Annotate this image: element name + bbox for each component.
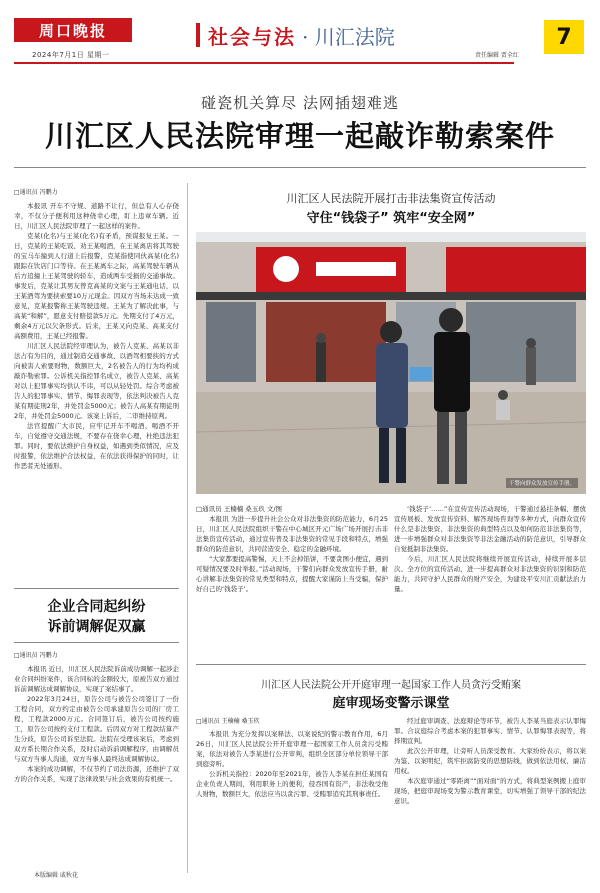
story-one-col-b [394,504,586,594]
section-heading [196,22,395,48]
lead-paragraph: 川汇区人民法院经审理认为，被告人克某、高某以非法占有为目的，通过制造交通事故、以酒驾相要挟的方式向被害人索要财物，数额巨大，2名被告人的行为均构成敲诈勒索罪。公诉机关指控罪名成立，被告人克某、高某对以上犯罪事实均供认不讳，可以从轻处罚。综合考虑被告人的犯罪事实、情节、悔罪表现等，依法判决被告人克某有期徒刑2年，并处罚金5000元；被告人高某有期徒刑2年，并处罚金5000元。该案上诉后，二审维持原判。 [14,342,179,420]
second-byline-text: □通讯员 冯鹏力 [14,652,58,659]
second-byline [14,650,179,659]
story-one-kicker: 川汇区人民法院开展打击非法集资宣传活动 [286,192,496,205]
lead-headline: 川汇区人民法院审理一起敲诈勒索案件 [44,119,555,153]
story-one-paragraph: “大家都要提高警惕，天上不会掉馅饼，不要贪图小便宜，遇到可疑情况要及时举报。”活动现场，干警们向群众发放宣传手册，耐心讲解非法集资的常见类型和特点，提醒大家谨防上当受骗，保护好自己的‘钱袋子’。 [196,555,388,593]
story-one-byline: □通讯员 王楠楠 桑玉玖 文/图 [196,505,283,513]
lead-article [14,187,179,471]
story-two-paragraph: 经过庭审调查、法庭辩论等环节，被告人李某当庭表示认罪悔罪。合议庭综合考虑本案的犯罪事实、情节、认罪悔罪表现等，将择期宣判。 [394,717,586,745]
story-one-photo [196,232,586,494]
subsection-label: · 川汇法院 [302,24,395,49]
masthead-logo: 周口晚报 [14,18,132,42]
story-two-col-a [196,716,388,799]
lead-kicker: 碰瓷机关算尽 法网插翅难逃 [201,94,399,112]
column-divider [187,183,188,873]
story-two-title: 庭审现场变警示课堂 [332,696,450,711]
second-article [14,650,179,784]
story-two-byline-text: □通讯员 王楠楠 桑玉玖 [196,718,260,725]
story-two-col-b [394,716,586,806]
lead-byline [14,187,179,196]
story-one-paragraph: 今后，川汇区人民法院将继续开展宣传活动，持续开展多层次、全方位的宣传活动，进一步提高群众对非法集资的识别和防范能力，共同守护人民群众的财产安全，为建设平安川汇贡献法治力量。 [394,555,586,593]
second-paragraph: 本报讯 近日，川汇区人民法院诉前成功调解一起涉企业合同纠纷案件，该合同标的金额较大，原被告双方通过诉前调解达成调解协议，实现了案结事了。 [14,665,179,693]
lead-paragraph: 本报讯 开车不守规、道路不让行，但总有人心存侥幸，不仅分子便利用这种侥幸心理，盯上违章车辆。近日，川汇区人民法院审理了一起这样的案件。 [14,202,179,230]
editor-credit: 责任编辑 贾全红 [475,52,519,59]
page-number: 7 [544,20,584,54]
section-bar [196,23,200,47]
second-article-title-line1: 企业合同起纠纷 [47,599,146,615]
story-two-body-a [196,729,388,799]
lead-byline-text: □通讯员 冯鹏力 [14,189,58,196]
lead-paragraph: 法官提醒广大市民，应牢记开车不喝酒、喝酒不开车，自觉遵守交通法规，不要存在侥幸心理，杜绝违法犯罪。同时，要依法维护自身权益，如遇到类似情况，应及时报警，依法维护合法权益，在依法获得保护的同时，让作恶者无处遁形。 [14,422,179,470]
second-article-title-line2: 诉前调解促双赢 [47,619,146,635]
photo-caption: 干警向群众发放宣传手册。 [506,478,578,488]
left-divider-top [14,588,179,589]
story-two-paragraph: 公诉机关指控：2020年至2021年，被告人李某在担任某国有企业负责人期间，利用职务上的便利，侵吞国有资产，非法收受他人财物，数额巨大，依法应当以贪污罪、受贿罪追究其刑事责任。 [196,770,388,798]
story-two-paragraph: 本次庭审通过“零距离”“面对面”的方式，将典型案例搬上庭审现场，把庭审现场变为警示教育课堂，切实增强了领导干部的纪法意识。 [394,777,586,805]
story-two-paragraph: 此次公开审理，让旁听人员深受教育。大家纷纷表示，将以案为鉴、以案明纪，筑牢拒腐防变的思想防线，做到依法用权、廉洁用权。 [394,747,586,775]
second-body [14,664,179,784]
publication-date: 2024年7月1日 星期一 [32,51,110,59]
story-two-paragraph: 本报讯 为充分发挥以案释法、以案说纪的警示教育作用，6月26日，川汇区人民法院公开开庭审理一起国家工作人员贪污受贿案，依法对被告人李某进行公开审判，组织全区部分单位领导干部到庭旁听。 [196,730,388,768]
story-divider [196,664,586,665]
lead-body [14,201,179,471]
second-paragraph: 本案的成功调解，不仅节约了司法资源，还维护了双方的合作关系，实现了法律效果与社会效果的有机统一。 [14,765,179,783]
header-divider [14,62,514,64]
story-one-col-a [196,504,388,594]
story-one-paragraph: 本报讯 为进一步提升社会公众对非法集资的防范能力，6月25日，川汇区人民法院组织干警在中心城区开元广场广场开展打击非法集资宣传活动，通过宣传普及非法集资的常见手段和特点，增强群众的防范意识，共同营造安全、稳定的金融环境。 [196,515,388,553]
section-label: 社会与法 [208,24,296,49]
left-divider-bottom [14,642,179,643]
second-paragraph: 2022年3月24日，原告公司与被告公司签订了一份工程合同，双方约定由被告公司承建原告公司的厂房工程，工程款2000万元。合同签订后，被告公司按约施工，原告公司按约支付工程款。后因双方对工程款结算产生分歧，原告公司诉至法院。法院在受理该案后，考虑到双方系长期合作关系，及时启动诉前调解程序，由调解员与双方当事人沟通，双方当事人最终达成调解协议。 [14,695,179,763]
story-two-byline [196,716,388,725]
photo-illustration [196,232,586,494]
lead-paragraph: 克某(化名)与王某(化名)有矛盾，预谋报复王某。一日，克某的王某吃饭、劝王某喝酒，在王某离店将其驾驶的宝马车撞到人行道上后报警，克某指使同伙高某(化名)跟踪在饮店门口等待。在王某离车之际，高某驾驶车辆从后方追撞上王某驾驶的轿车，造成两车受损的交通事故。事发后，克某让其男友曾克高某的文案与王某通电话，以王某酒驾为要挟索要10万元现金。因双方当场未达成一致意见，克某报警称王某驾驶违规。王某为了解决此事，与高某“和解”，愿意支付赔偿款5万元。先期支付了4万元，剩余4万元以欠条形式。后来，王某又向克某、高某支付高额费用，王某已经报警。 [14,232,179,340]
headline-divider [14,167,586,168]
story-one-title: 守住“钱袋子” 筑牢“安全网” [306,211,476,226]
story-two-kicker: 川汇区人民法院公开开庭审理一起国家工作人员贪污受贿案 [261,680,521,691]
page-header [0,0,600,70]
story-one-paragraph: ‘钱袋子’……”在宣传宣传活动现场，干警通过悬挂条幅、摆放宣传展板、发放宣传资料、解答现场咨询等多种方式，向群众宣传什么是非法集资、非法集资的典型特点以及如何防范非法集资等，进一步增强群众对非法集资等非法金融活动的防范意识，引导群众自觉抵制非法集资。 [394,505,586,553]
footer-editor: 本版编辑 戚秋花 [34,872,78,879]
